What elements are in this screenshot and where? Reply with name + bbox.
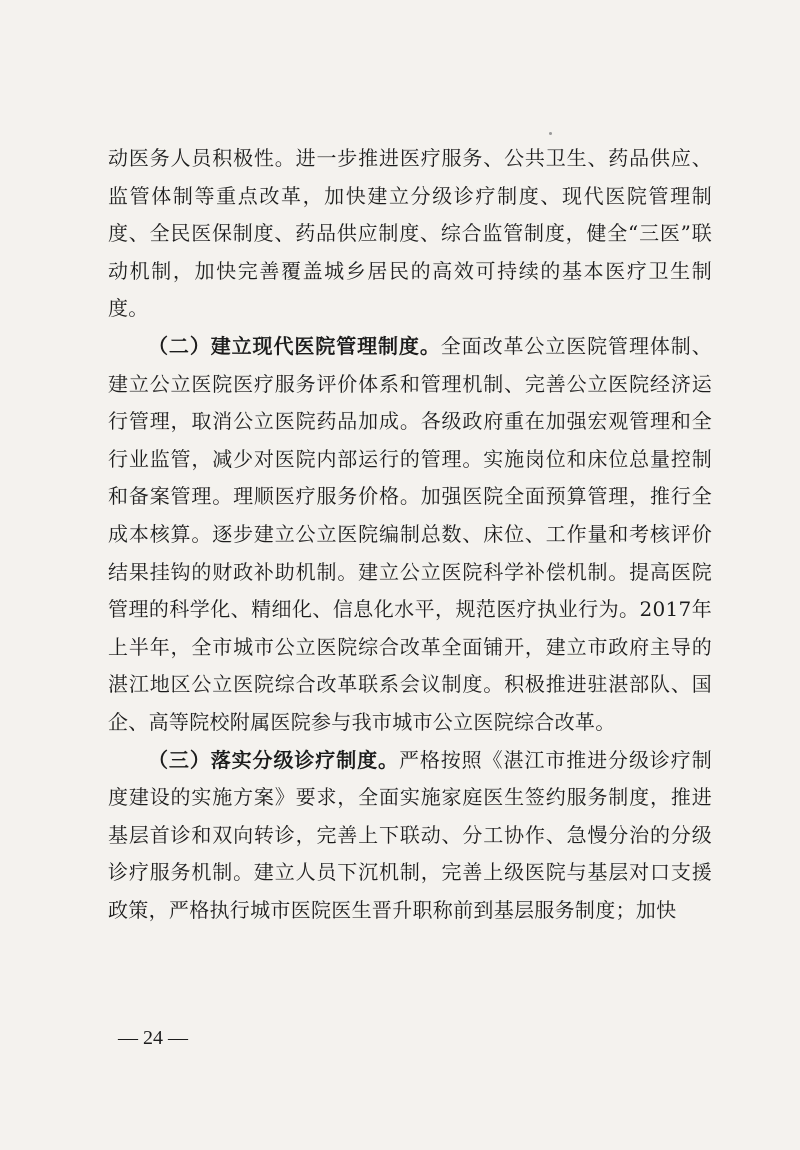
- paragraph-section-3: [108, 742, 712, 930]
- section-heading-2: （二）建立现代医院管理制度。: [148, 333, 441, 358]
- paragraph-intro-continuation: [108, 140, 712, 328]
- paragraph-text: 动医务人员积极性。进一步推进医疗服务、公共卫生、药品供应、监管体制等重点改革，加快建立分级诊疗制度、现代医院管理制度、全民医保制度、药品供应制度、综合监管制度，健全“三医”联动机制，加快完善覆盖城乡居民的高效可持续的基本医疗卫生制度。: [108, 146, 712, 321]
- paragraph-text: 严格按照《湛江市推进分级诊疗制度建设的实施方案》要求，全面实施家庭医生签约服务制度，推进基层首诊和双向转诊，完善上下联动、分工协作、急慢分治的分级诊疗服务机制。建立人员下沉机制，完善上级医院与基层对口支援政策，严格执行城市医院医生晋升职称前到基层服务制度；加快: [108, 747, 712, 922]
- section-heading-3: （三）落实分级诊疗制度。: [148, 747, 399, 772]
- paragraph-section-2: [108, 328, 712, 742]
- page-number: — 24 —: [118, 1027, 188, 1049]
- scan-speck: [549, 132, 552, 135]
- paragraph-text: 全面改革公立医院管理体制、建立公立医院医疗服务评价体系和管理机制、完善公立医院经济运行管理，取消公立医院药品加成。各级政府重在加强宏观管理和全行业监管，减少对医院内部运行的管理。实施岗位和床位总量控制和备案管理。理顺医疗服务价格。加强医院全面预算管理，推行全成本核算。逐步建立公立医院编制总数、床位、工作量和考核评价结果挂钩的财政补助机制。建立公立医院科学补偿机制。提高医院管理的科学化、精细化、信息化水平，规范医疗执业行为。2017年上半年，全市城市公立医院综合改革全面铺开，建立市政府主导的湛江地区公立医院综合改革联系会议制度。积极推进驻湛部队、国企、高等院校附属医院参与我市城市公立医院综合改革。: [108, 333, 712, 734]
- document-body: [108, 140, 712, 929]
